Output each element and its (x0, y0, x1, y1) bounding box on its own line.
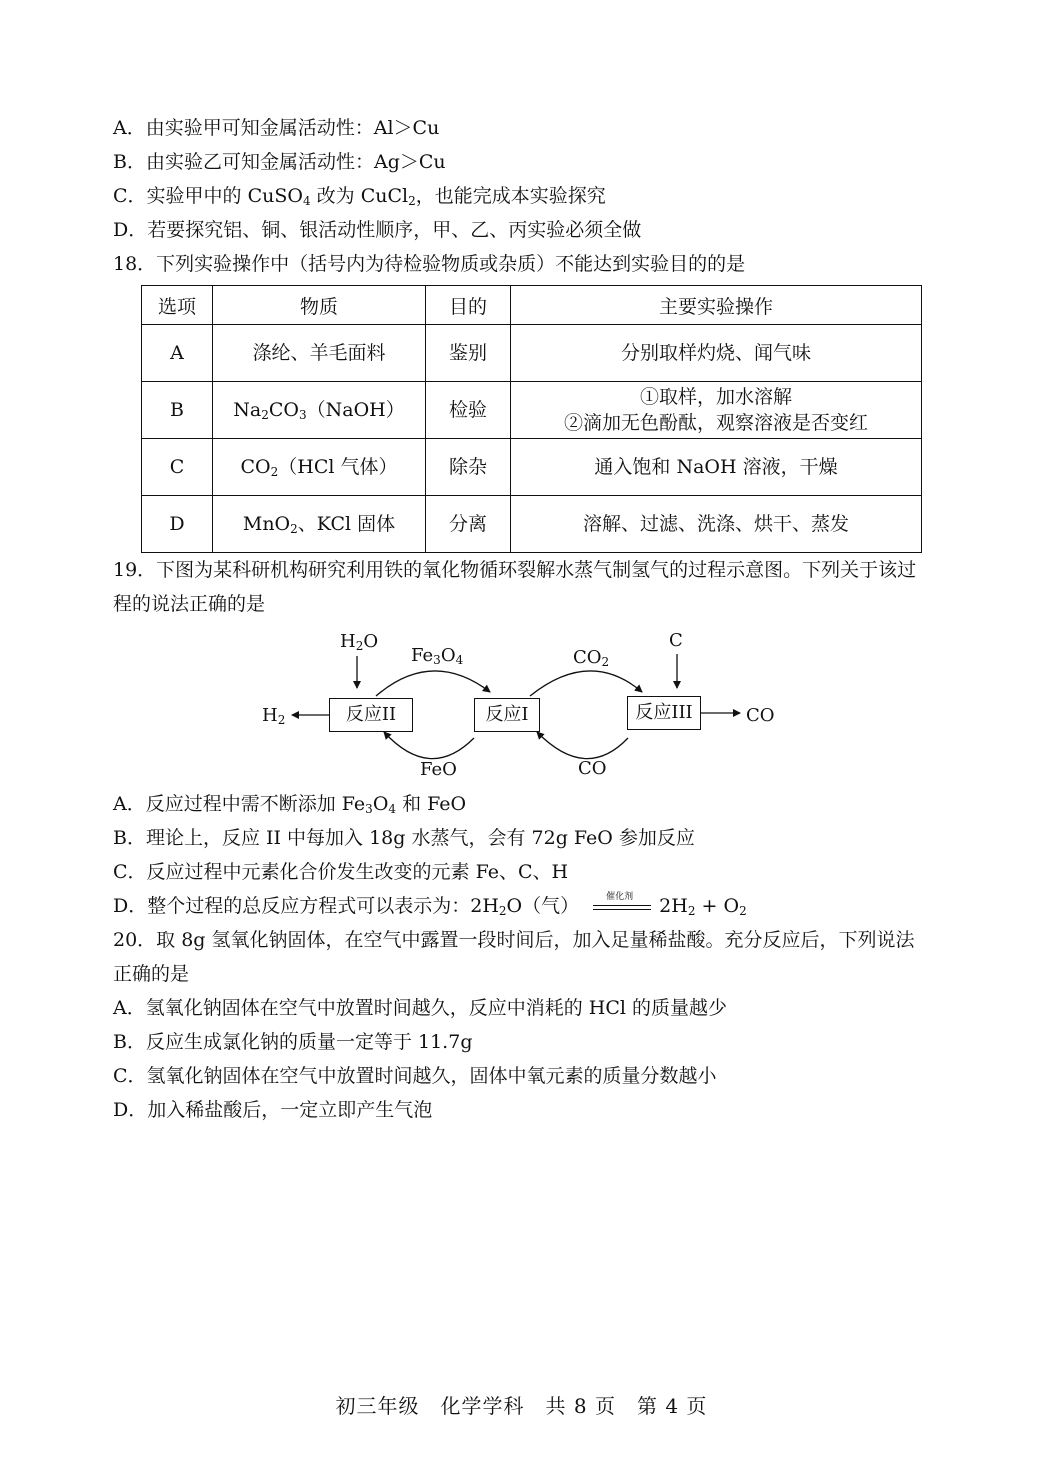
equals-line-top (593, 905, 651, 906)
q18-table (141, 285, 922, 553)
q19-option-a: A．反应过程中需不断添加 $Fe_3O_4$ 和 FeO (113, 793, 467, 816)
q20-option-c: C．氢氧化钠固体在空气中放置时间越久，固体中氧元素的质量分数越小 (113, 1065, 717, 1087)
row-substance: MnO$_2$、KCl 固体 (213, 496, 426, 553)
q20-option-a: A．氢氧化钠固体在空气中放置时间越久，反应中消耗的 HCl 的质量越少 (113, 997, 727, 1019)
q20-stem: 20．取 8g 氢氧化钠固体，在空气中露置一段时间后，加入足量稀盐酸。充分反应后，下列说法正确的是 (113, 929, 915, 985)
q19-option-d: D．整个过程的总反应方程式可以表示为：$2H_2O$（气） 催化剂 $2H_2 + O_2$ (113, 892, 747, 918)
reaction-2-box: 反应II (329, 698, 413, 732)
h2o-label: $H_2O$ (340, 631, 379, 653)
q17-option-d: D．若要探究铝、铜、银活动性顺序，甲、乙、丙实验必须全做 (113, 219, 642, 241)
row-purpose: 分离 (426, 496, 511, 553)
reaction-3-box: 反应III (627, 696, 701, 730)
q19-option-b: B．理论上，反应 II 中每加入 18g 水蒸气，会有 72g FeO 参加反应 (113, 827, 695, 849)
reaction-1-box: 反应I (474, 698, 540, 732)
fe3o4-label: $Fe_3O_4$ (411, 645, 464, 667)
q19-stem: 19．下图为某科研机构研究利用铁的氧化物循环裂解水蒸气制氢气的过程示意图。下列关于该过程的说法正确的是 (113, 559, 917, 615)
q20-option-d: D．加入稀盐酸后，一定立即产生气泡 (113, 1099, 433, 1121)
co-output-label: CO (746, 705, 775, 726)
q19-option-c: C．反应过程中元素化合价发生改变的元素 Fe、C、H (113, 861, 569, 883)
table-header-row (142, 286, 922, 325)
row-purpose: 检验 (426, 382, 511, 439)
cycle-diagram (0, 620, 1043, 790)
table-row (142, 496, 922, 553)
feo-arc (384, 732, 474, 759)
equals-line-bottom (593, 909, 651, 910)
c-label: C (669, 630, 683, 651)
page-footer: 初三年级 化学学科 共 8 页 第 4 页 (335, 1394, 708, 1418)
co2-arc (530, 671, 642, 696)
q18-stem: 18．下列实验操作中（括号内为待检验物质或杂质）不能达到实验目的的是 (113, 253, 746, 275)
table-row (142, 439, 922, 496)
fe3o4-arc (376, 671, 490, 696)
row-option: D (142, 496, 213, 553)
q17-option-a: A．由实验甲可知金属活动性：Al＞Cu (113, 117, 440, 139)
row-operation: 分别取样灼烧、闻气味 (511, 325, 922, 382)
row-substance: 涤纶、羊毛面料 (213, 325, 426, 382)
table-row (142, 382, 922, 439)
q20-option-b: B．反应生成氯化钠的质量一定等于 11.7g (113, 1031, 473, 1053)
row-option: C (142, 439, 213, 496)
row-operation: 溶解、过滤、洗涤、烘干、蒸发 (511, 496, 922, 553)
row-option: B (142, 382, 213, 439)
co-back-label: CO (578, 758, 607, 779)
catalyst-condition (593, 893, 651, 919)
row-substance: $Na_2CO_3(NaOH)$ (213, 382, 426, 439)
header-operation: 主要实验操作 (511, 286, 922, 325)
co-back-arc (537, 732, 628, 759)
catalyst-label: 催化剂 (606, 892, 634, 902)
row-operation: 通入饱和 NaOH 溶液，干燥 (511, 439, 922, 496)
header-purpose: 目的 (426, 286, 511, 325)
q17-option-b: B．由实验乙可知金属活动性：Ag＞Cu (113, 151, 446, 173)
row-purpose: 鉴别 (426, 325, 511, 382)
h2-label: $H_2$ (262, 705, 286, 727)
header-substance: 物质 (213, 286, 426, 325)
feo-label: FeO (420, 759, 457, 780)
co2-label: $CO_2$ (573, 647, 610, 669)
row-substance: $CO_2(HCl$ 气体） (213, 439, 426, 496)
table-row (142, 325, 922, 382)
row-operation: ①取样，加水溶解 ②滴加无色酚酞，观察溶液是否变红 (511, 382, 922, 439)
row-purpose: 除杂 (426, 439, 511, 496)
row-option: A (142, 325, 213, 382)
header-option: 选项 (142, 286, 213, 325)
q17-option-c: C．实验甲中的 CuSO$_4$ 改为 CuCl$_2$，也能完成本实验探究 (113, 185, 606, 208)
